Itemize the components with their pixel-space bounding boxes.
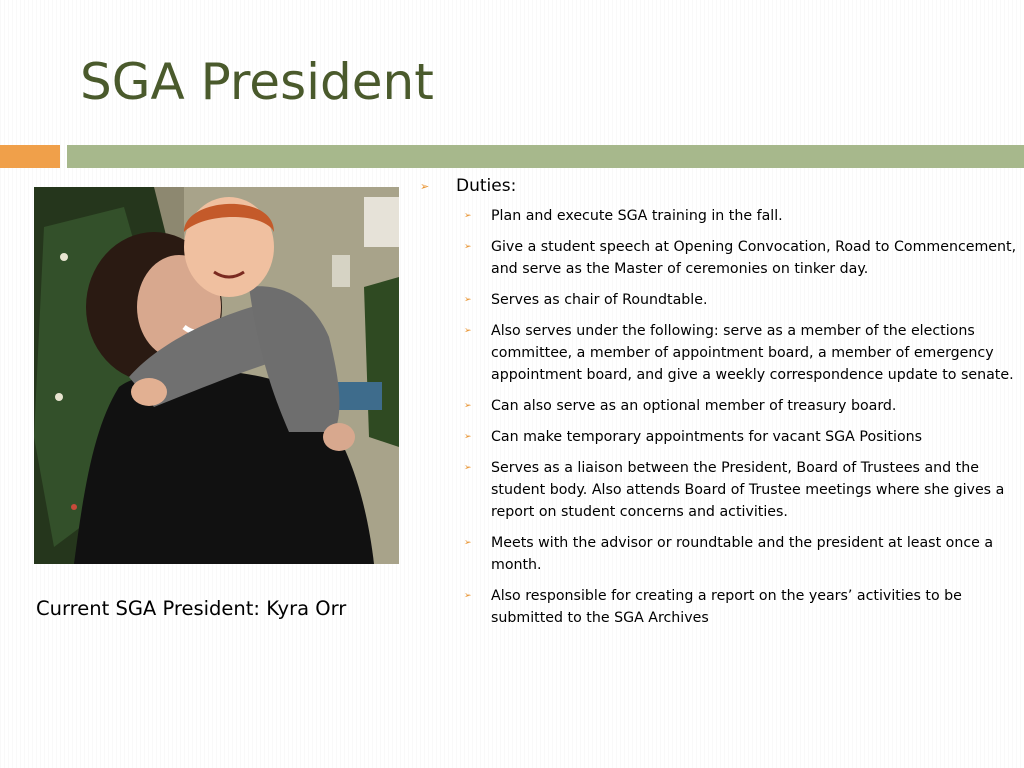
duties-heading-item — [418, 175, 1018, 198]
arrow-bullet-icon: ➢ — [464, 591, 472, 601]
arrow-bullet-icon: ➢ — [464, 326, 472, 336]
list-item-text: Serves as a liaison between the President, Board of Trustees and the student body. Also attends Board of Trustee meetings where she gives a report on student concerns and activities. — [491, 460, 1005, 520]
list-item-text: Meets with the advisor or roundtable and the president at least once a month. — [491, 535, 994, 573]
accent-bar-green — [67, 145, 1024, 168]
arrow-bullet-icon: ➢ — [464, 295, 472, 305]
list-item-text: Give a student speech at Opening Convocation, Road to Commencement, and serve as the Master of ceremonies on tinker day. — [491, 239, 1017, 277]
list-item — [418, 289, 1018, 311]
list-item — [418, 532, 1018, 576]
arrow-bullet-icon: ➢ — [464, 401, 472, 411]
list-item-text: Also serves under the following: serve as a member of the elections committee, a member of appointment board, a member of emergency appointment board, and give a weekly correspondence update to senate. — [491, 323, 1014, 383]
arrow-bullet-icon: ➢ — [464, 463, 472, 473]
list-item — [418, 236, 1018, 280]
accent-bar-orange — [0, 145, 60, 168]
list-item — [418, 320, 1018, 386]
list-item — [418, 585, 1018, 629]
arrow-bullet-icon: ➢ — [464, 211, 472, 221]
list-item — [418, 205, 1018, 227]
slide-title: SGA President — [80, 53, 434, 111]
list-item-text: Serves as chair of Roundtable. — [491, 292, 708, 308]
arrow-bullet-icon: ➢ — [464, 242, 472, 252]
duties-list — [418, 205, 1018, 629]
duties-heading: Duties: — [456, 176, 517, 196]
arrow-bullet-icon: ➢ — [420, 180, 430, 193]
list-item-text: Also responsible for creating a report on the years’ activities to be submitted to the SGA Archives — [491, 588, 962, 626]
list-item — [418, 457, 1018, 523]
president-photo — [34, 187, 399, 564]
duties-content — [418, 175, 1018, 638]
list-item-text: Can also serve as an optional member of treasury board. — [491, 398, 897, 414]
list-item-text: Plan and execute SGA training in the fall. — [491, 208, 783, 224]
list-item-text: Can make temporary appointments for vacant SGA Positions — [491, 429, 923, 445]
photo-caption: Current SGA President: Kyra Orr — [36, 597, 347, 620]
list-item — [418, 395, 1018, 417]
arrow-bullet-icon: ➢ — [464, 432, 472, 442]
list-item — [418, 426, 1018, 448]
arrow-bullet-icon: ➢ — [464, 538, 472, 548]
